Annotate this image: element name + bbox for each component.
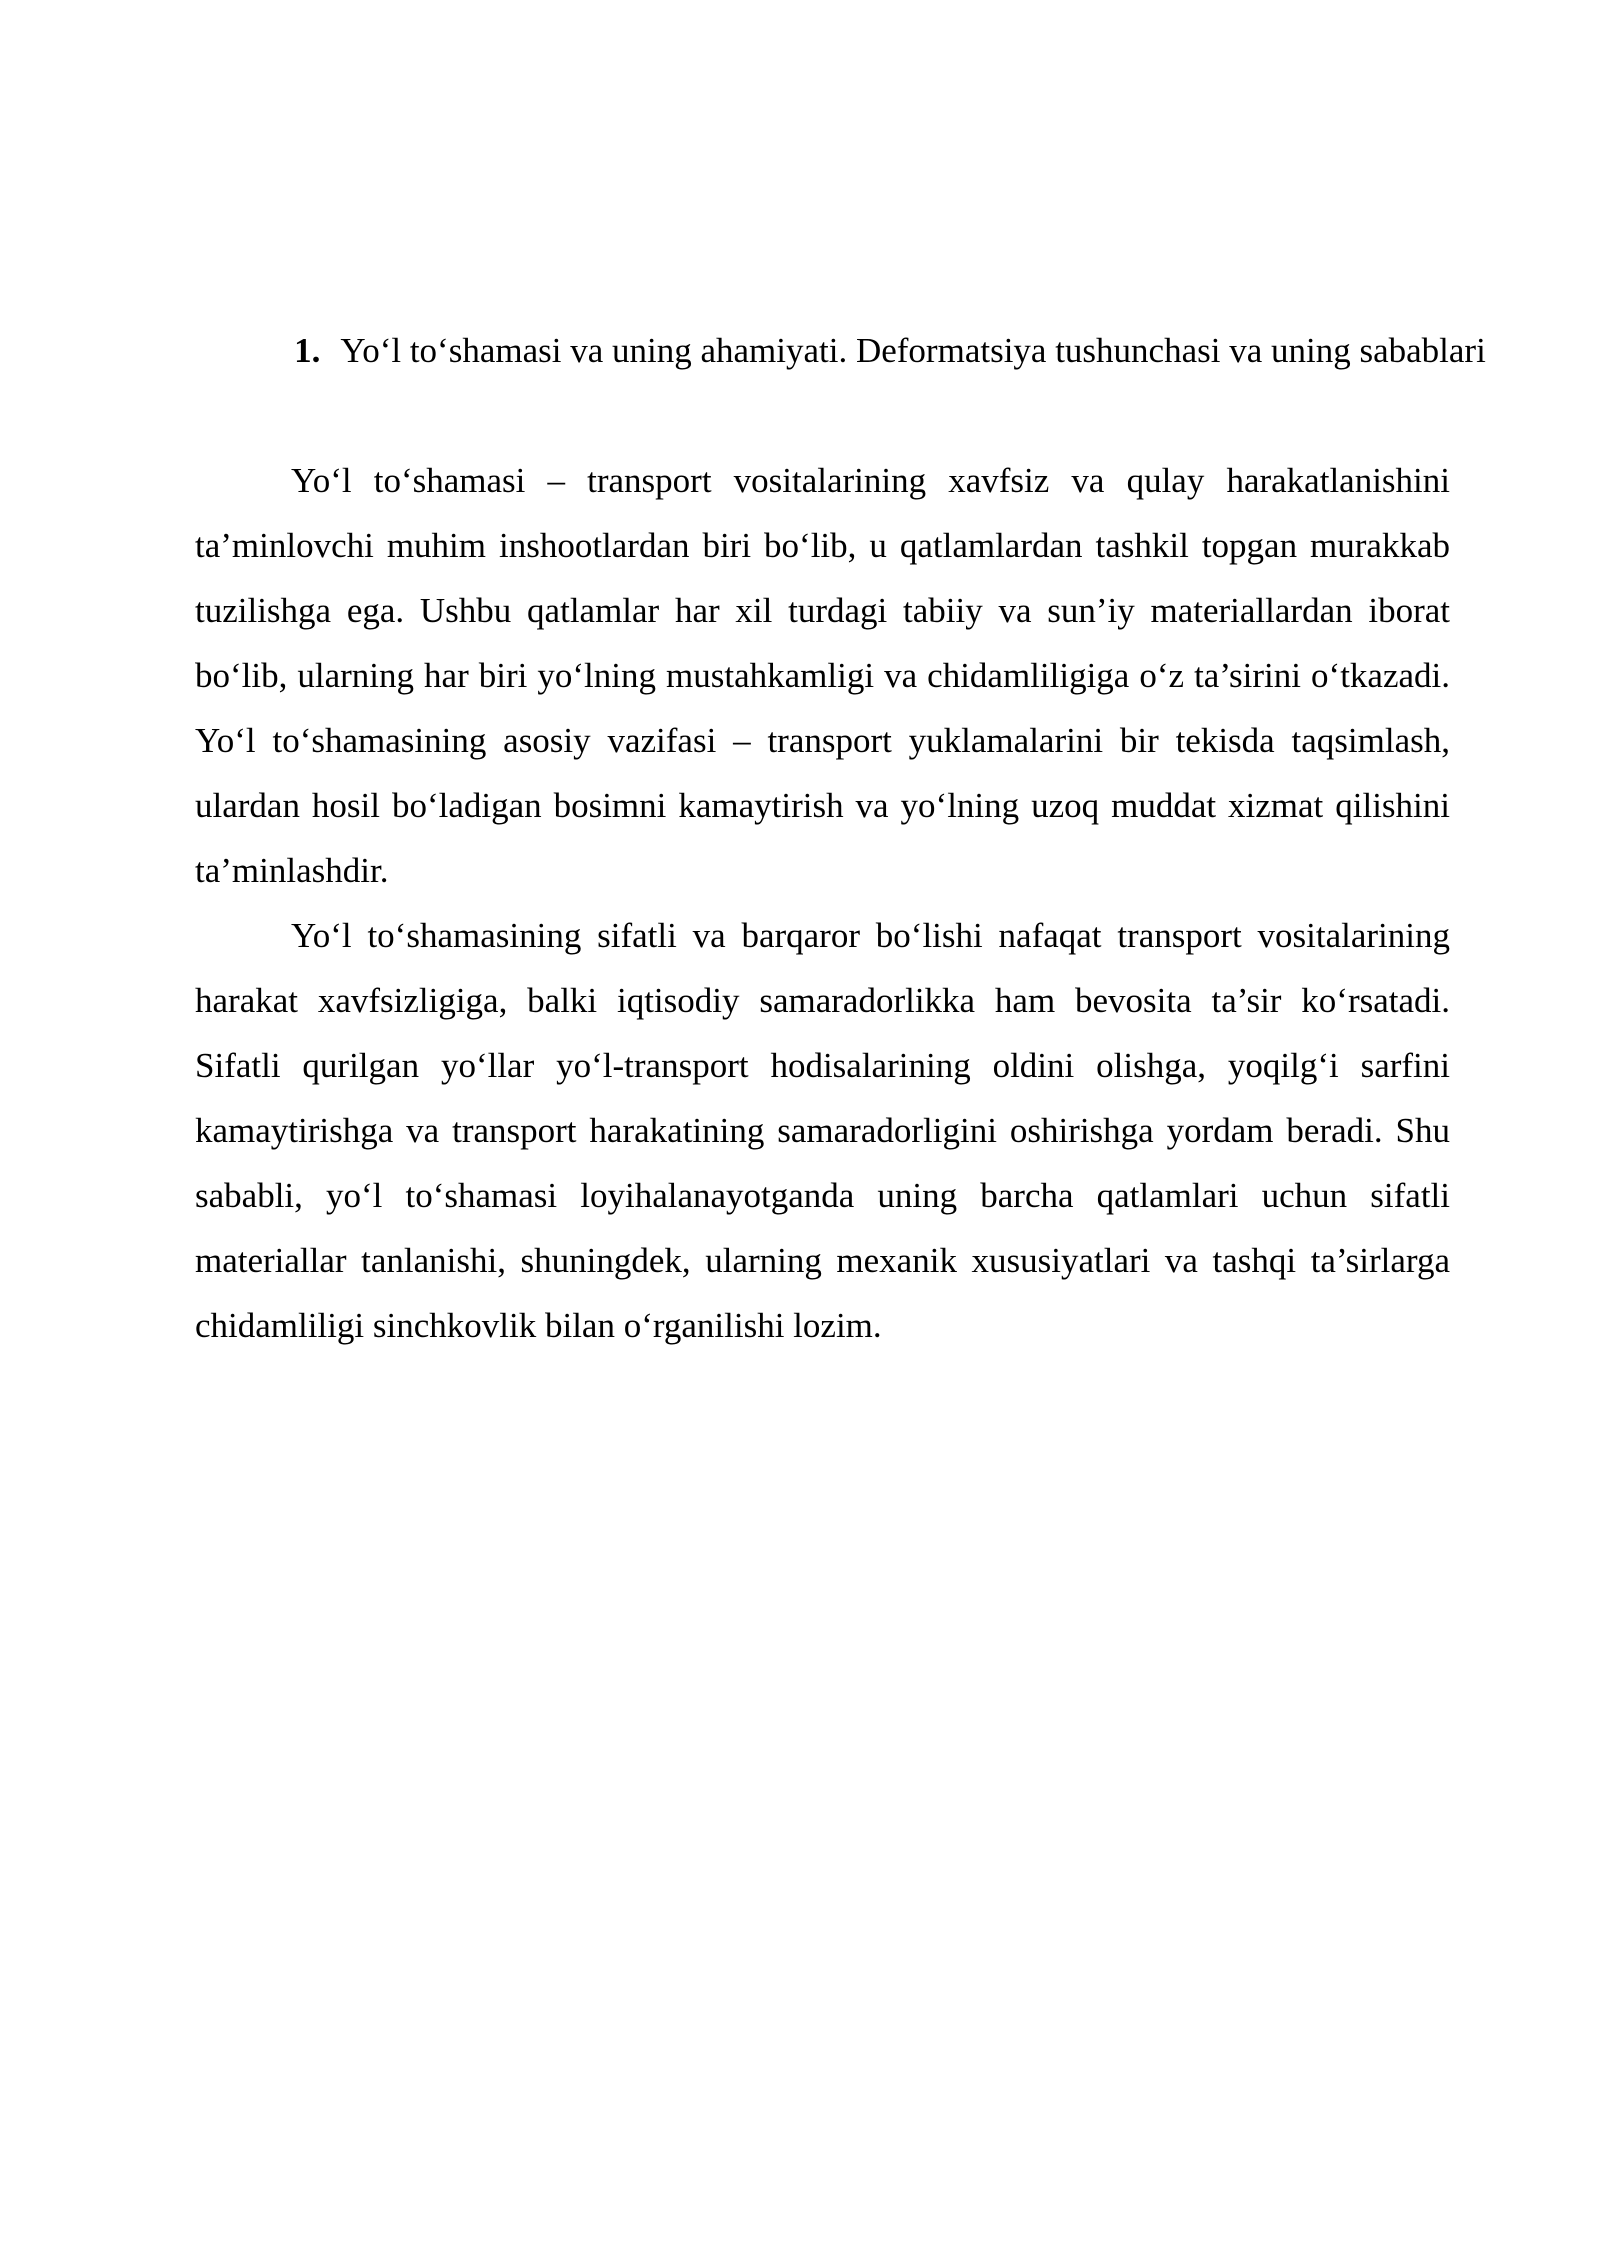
section-number: 1.	[294, 331, 321, 370]
paragraph-1: Yo‘l to‘shamasi – transport vositalarining xavfsiz va qulay harakatlanishini ta’minlovchi muhim inshootlardan biri bo‘lib, u qatlamlardan tashkil topgan murakkab tuzilishga ega. Ushbu qatlamlar har xil turdagi tabiiy va sun’iy materiallardan iborat bo‘lib, ularning har biri yo‘lning mustahkamligi va chidamliligiga o‘z ta’sirini o‘tkazadi. Yo‘l to‘shamasining asosiy vazifasi – transport yuklamalarini bir tekisda taqsimlash, ulardan hosil bo‘ladigan bosimni kamaytirish va yo‘lning uzoq muddat xizmat qilishini ta’minlashdir.	[195, 461, 1450, 890]
body-text	[195, 448, 1450, 1358]
paragraph-2: Yo‘l to‘shamasining sifatli va barqaror bo‘lishi nafaqat transport vositalarining harakat xavfsizligiga, balki iqtisodiy samaradorlikka ham bevosita ta’sir ko‘rsatadi. Sifatli qurilgan yo‘llar yo‘l-transport hodisalarining oldini olishga, yoqilg‘i sarfini kamaytirishga va transport harakatining samaradorligini oshirishga yordam beradi. Shu sababli, yo‘l to‘shamasi loyihalanayotganda uning barcha qatlamlari uchun sifatli materiallar tanlanishi, shuningdek, ularning mexanik xususiyatlari va tashqi ta’sirlarga chidamliligi sinchkovlik bilan o‘rganilishi lozim.	[195, 916, 1450, 1345]
section-heading	[290, 318, 1490, 383]
section-title: Yo‘l to‘shamasi va uning ahamiyati. Deformatsiya tushunchasi va uning sabablari	[340, 331, 1486, 370]
